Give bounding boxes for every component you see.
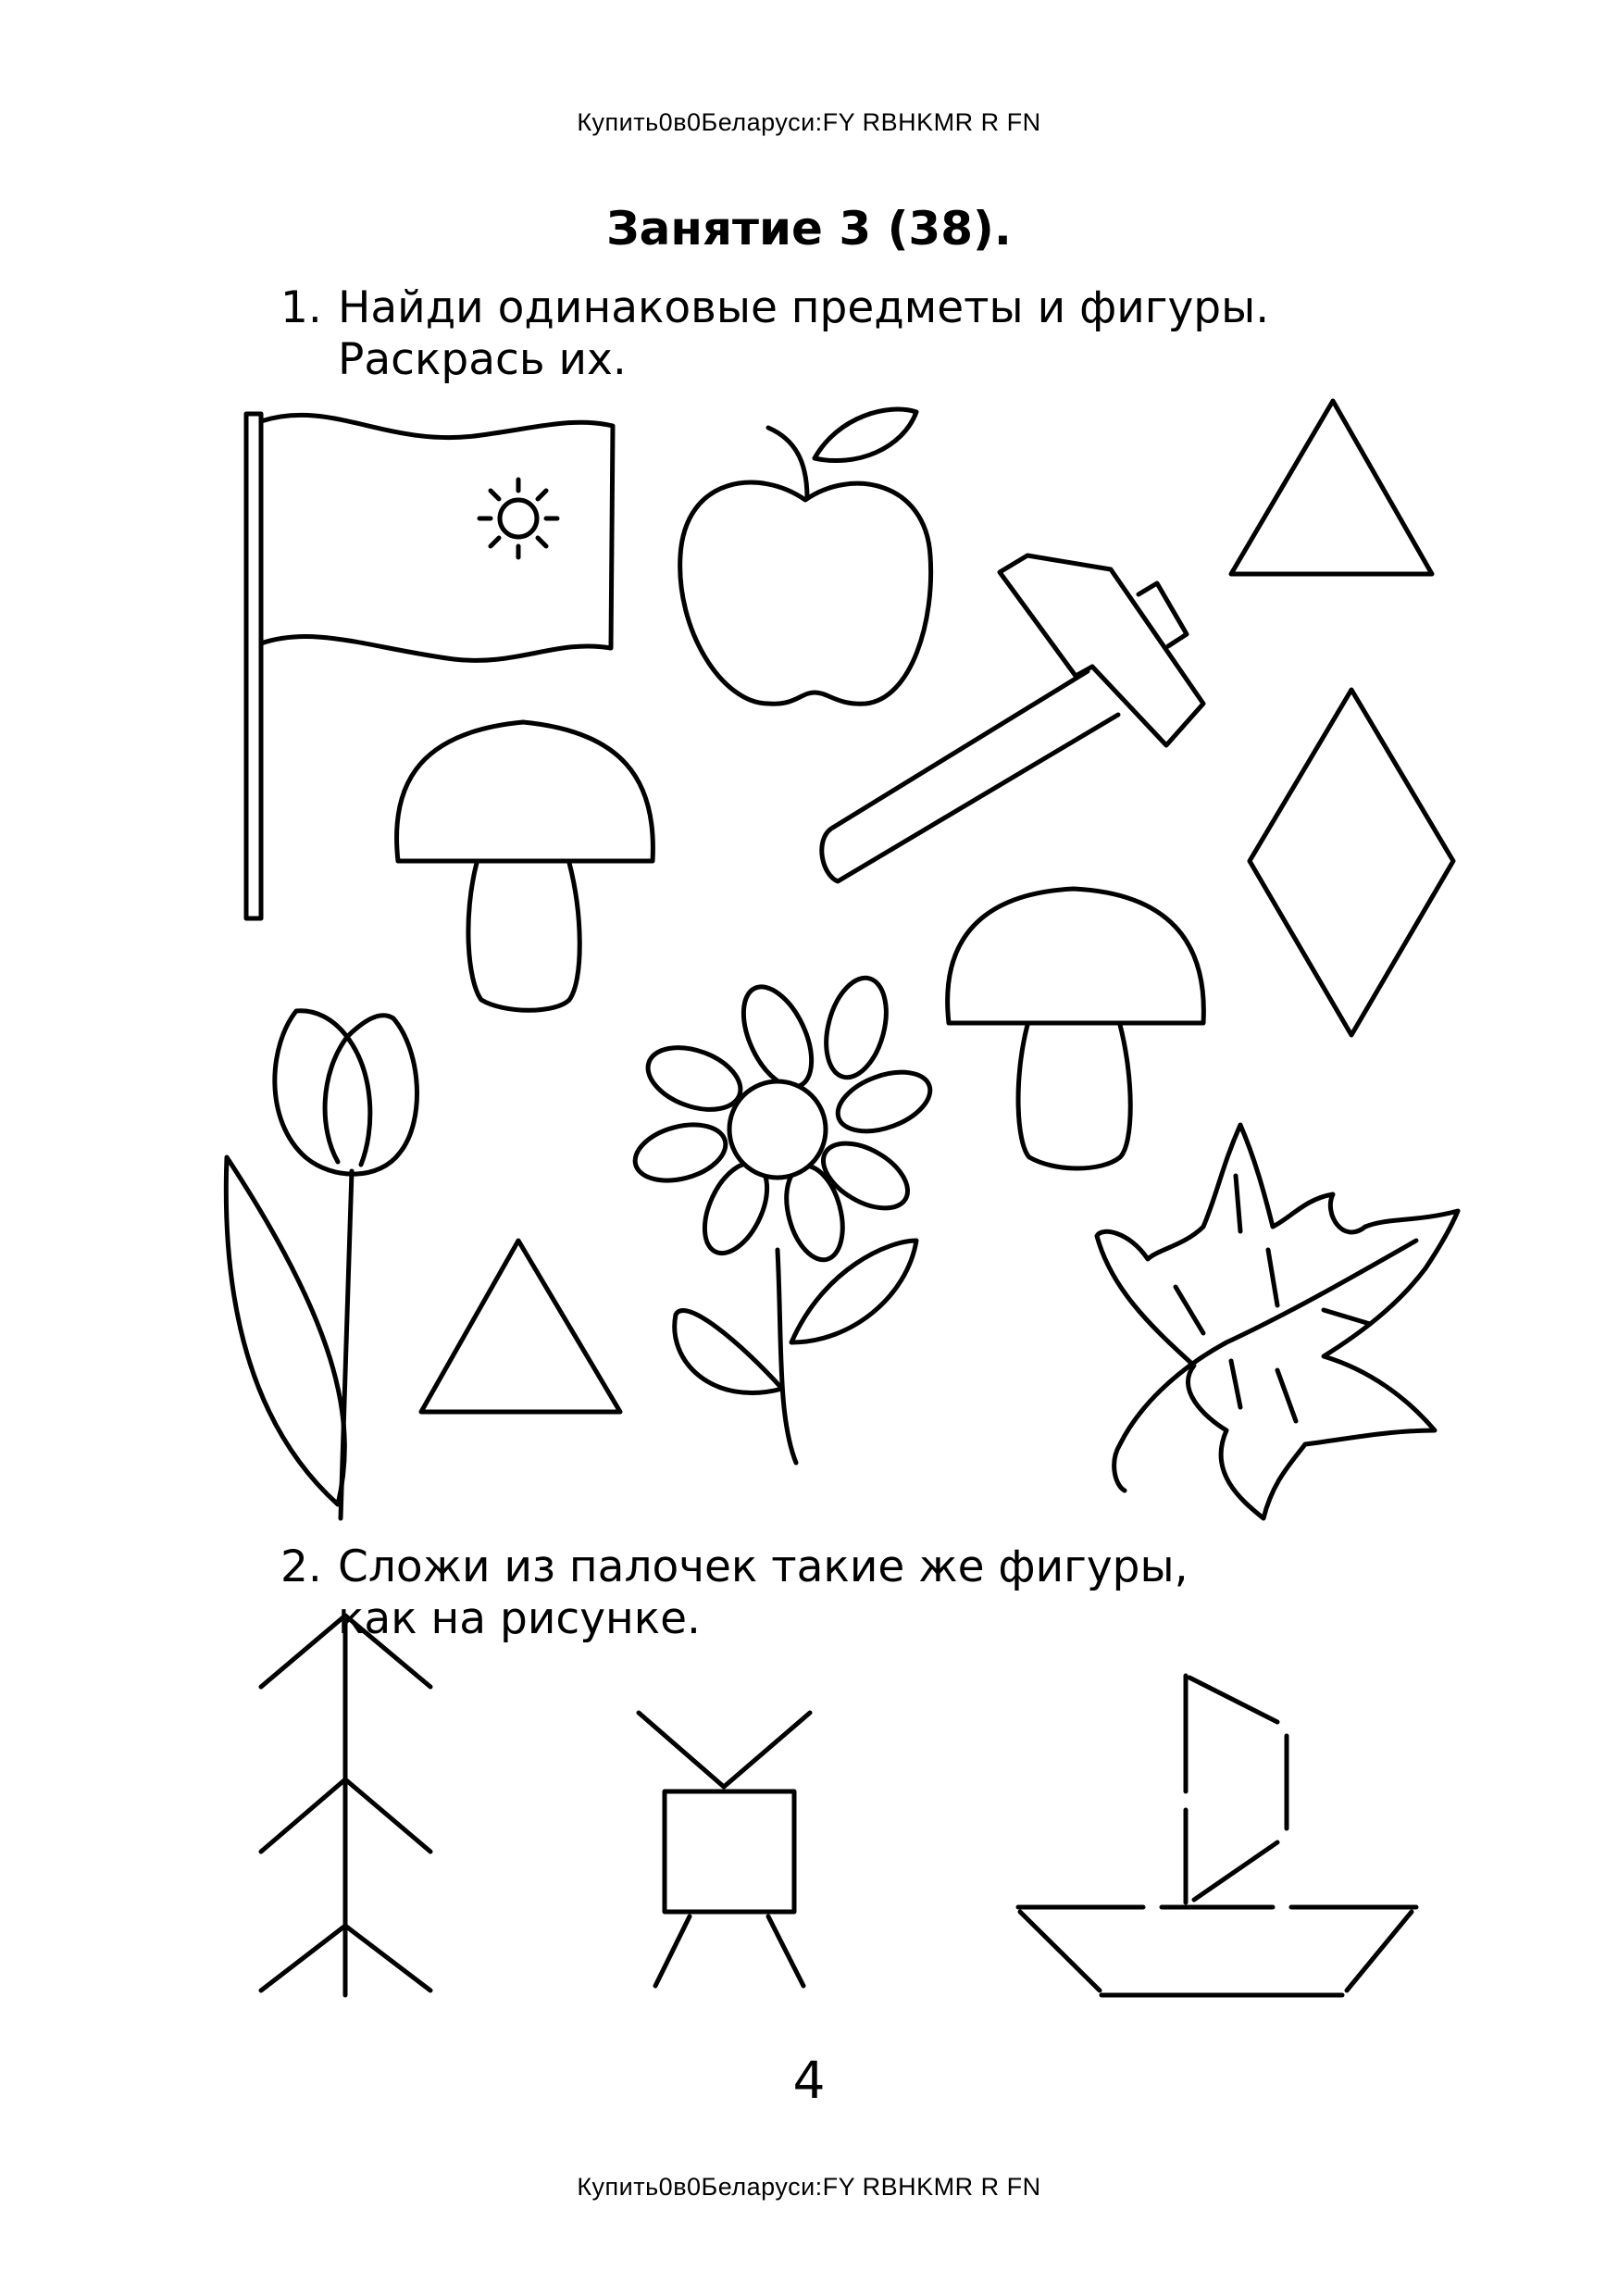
- triangle-picture-large: [1231, 401, 1432, 574]
- task-2-number: 2.: [280, 1541, 322, 1592]
- stick-boat-picture[interactable]: [1018, 1676, 1416, 1995]
- stick-fir-tree-picture[interactable]: [261, 1616, 430, 1995]
- tulip-picture: [226, 1011, 417, 1518]
- page-number: 4: [792, 2051, 826, 2110]
- mushroom-picture-1: [397, 722, 653, 1010]
- leaf-picture: [1097, 1125, 1458, 1518]
- flower-picture: [629, 971, 938, 1463]
- flag-picture: [246, 414, 613, 918]
- page-footer-watermark: Купить0в0Беларуси:FY RBHKMR R FN: [577, 2173, 1041, 2201]
- task-1-number: 1.: [280, 282, 322, 333]
- triangle-picture-small: [421, 1241, 620, 1412]
- task-1-text-line1: Найди одинаковые предметы и фигуры.: [338, 282, 1270, 333]
- rhombus-picture: [1250, 690, 1453, 1035]
- page-header-watermark: Купить0в0Беларуси:FY RBHKMR R FN: [577, 108, 1041, 136]
- task-1-text-line2: Раскрась их.: [338, 334, 627, 385]
- hammer-picture: [822, 555, 1203, 881]
- lesson-title: Занятие 3 (38).: [606, 202, 1012, 256]
- apple-picture: [680, 409, 931, 704]
- task-2-text-line2: как на рисунке.: [338, 1593, 701, 1644]
- task-2-text-line1: Сложи из палочек такие же фигуры,: [338, 1541, 1189, 1592]
- mushroom-picture-2: [948, 889, 1204, 1168]
- stick-figure-picture[interactable]: [639, 1713, 810, 1986]
